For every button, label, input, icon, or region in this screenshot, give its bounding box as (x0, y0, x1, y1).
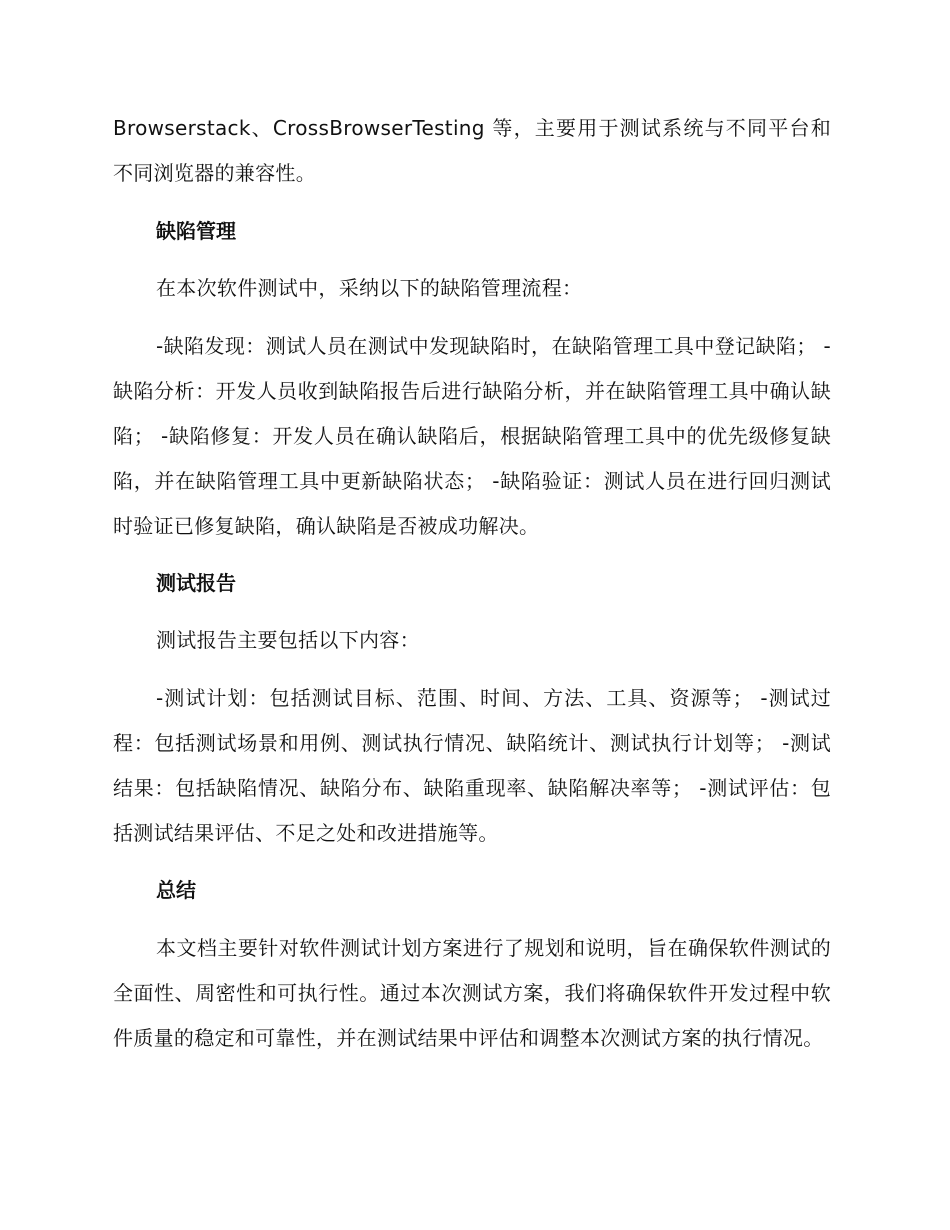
report-intro-paragraph: 测试报告主要包括以下内容： (156, 628, 420, 652)
intro-paragraph: Browserstack、CrossBrowserTesting 等，主要用于测试系统与不同平台和不同浏览器的兼容性。 (113, 116, 831, 185)
test-report-heading: 测试报告 (156, 571, 236, 595)
report-items-paragraph: -测试计划：包括测试目标、范围、时间、方法、工具、资源等； -测试过程：包括测试场景和用例、测试执行情况、缺陷统计、测试执行计划等； -测试结果：包括缺陷情况、缺陷分布、缺陷重现率、缺陷解决率等； -测试评估：包括测试结果评估、不足之处和改进措施等。 (113, 686, 831, 845)
defect-flow-paragraph: -缺陷发现：测试人员在测试中发现缺陷时，在缺陷管理工具中登记缺陷； -缺陷分析：开发人员收到缺陷报告后进行缺陷分析，并在缺陷管理工具中确认缺陷； -缺陷修复：开发人员在确认缺陷后，根据缺陷管理工具中的优先级修复缺陷，并在缺陷管理工具中更新缺陷状态； -缺陷验证：测试人员在进行回归测试时验证已修复缺陷，确认缺陷是否被成功解决。 (113, 334, 831, 538)
summary-paragraph: 本文档主要针对软件测试计划方案进行了规划和说明，旨在确保软件测试的全面性、周密性和可执行性。通过本次测试方案，我们将确保软件开发过程中软件质量的稳定和可靠性，并在测试结果中评估和调整本次测试方案的执行情况。 (113, 936, 831, 1050)
defect-intro-paragraph: 在本次软件测试中，采纳以下的缺陷管理流程： (156, 276, 583, 300)
summary-heading: 总结 (156, 878, 196, 902)
defect-management-heading: 缺陷管理 (156, 219, 236, 243)
